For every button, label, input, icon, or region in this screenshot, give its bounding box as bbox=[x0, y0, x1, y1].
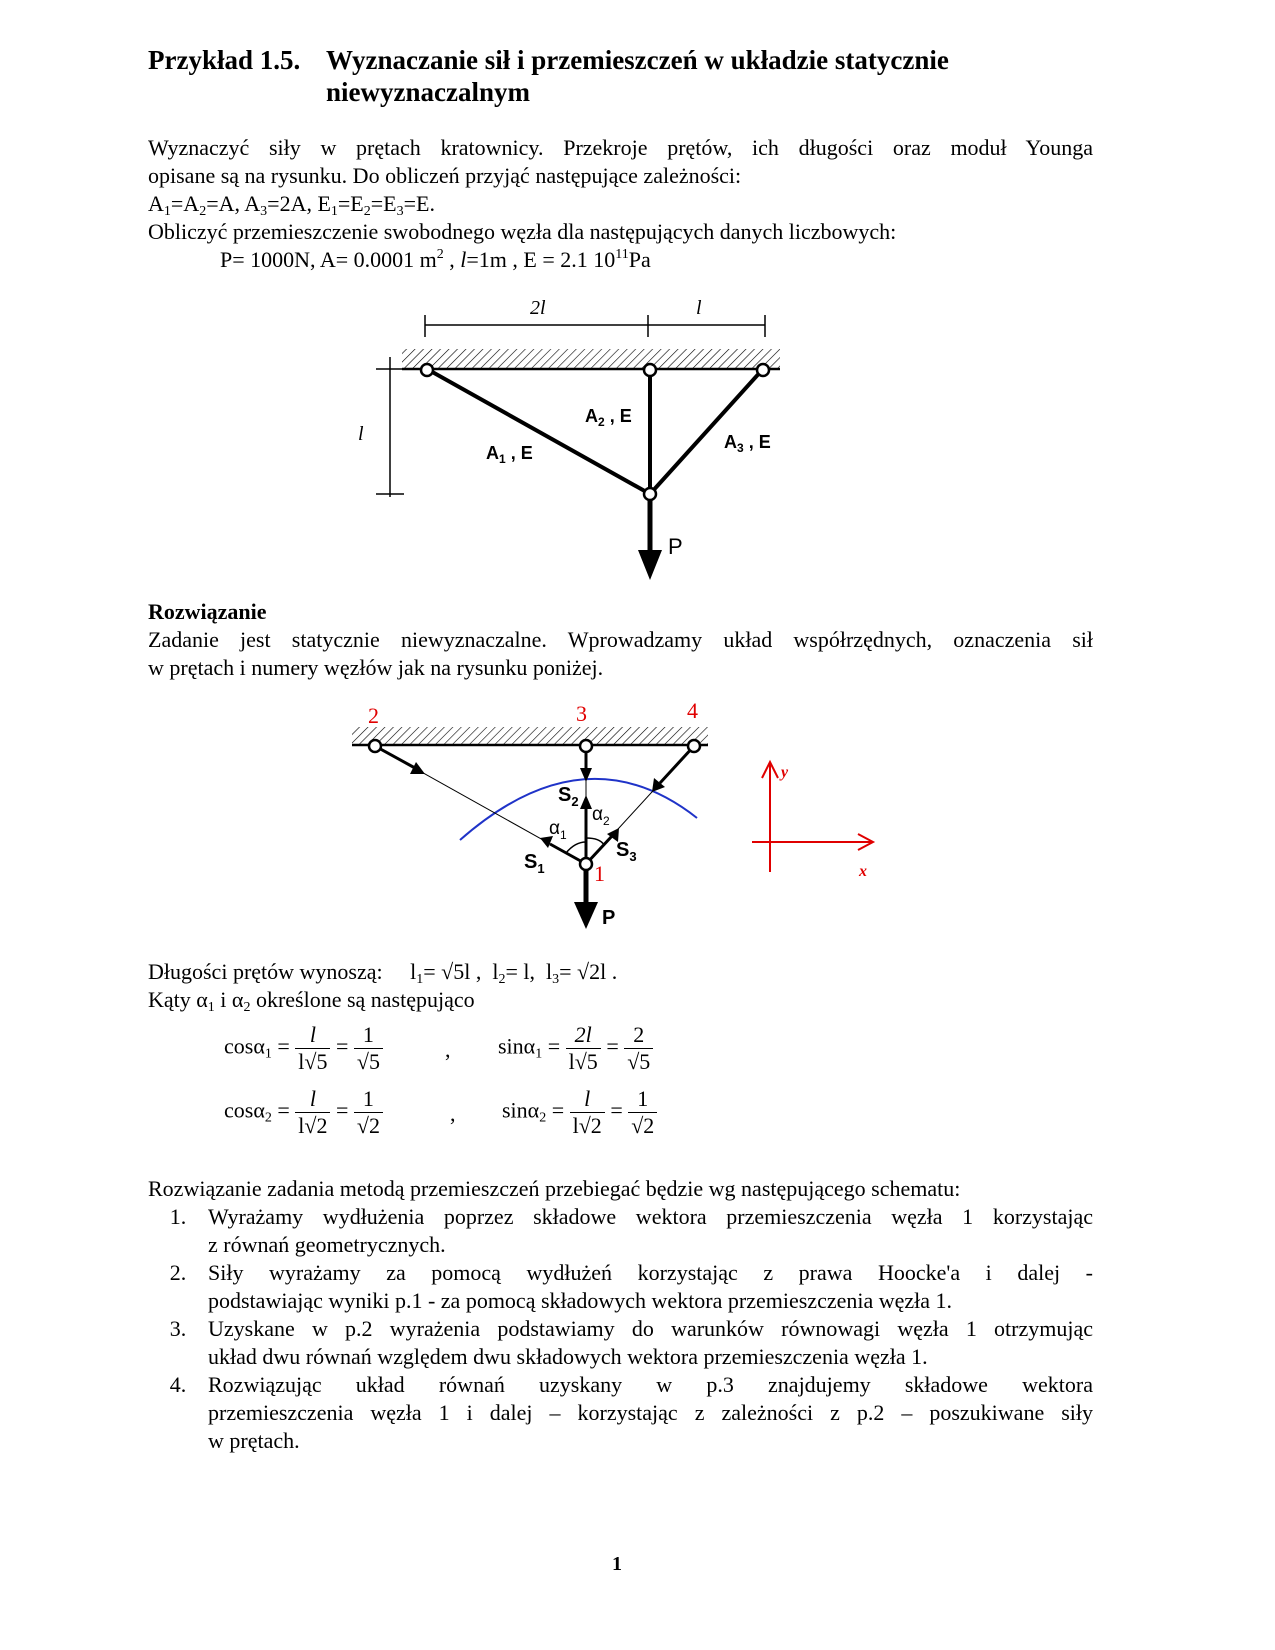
joints bbox=[421, 364, 769, 500]
sin-alpha1-formula: sinα$_1$ = $\frac{2l}{l√5}$ = $\frac{2}{√5}$ bbox=[498, 1022, 653, 1075]
height-l-label: l bbox=[358, 423, 364, 445]
thin-bars bbox=[375, 746, 694, 864]
load2-arrowhead bbox=[574, 902, 598, 929]
coordinate-figure bbox=[352, 698, 873, 929]
s2-label: $S_2$ bbox=[558, 784, 579, 809]
arrow-s2 bbox=[580, 795, 592, 809]
bar-1-label: $A_1$ , E bbox=[486, 443, 533, 466]
bar-3-label: $A_3$ , E bbox=[724, 432, 771, 455]
relations: $A_1=A_2=A$, $A_3=2A$, $E_1=E_2=E_3=E$. bbox=[148, 191, 435, 219]
title-number: Przykład 1.5. bbox=[148, 45, 301, 75]
scheme-intro: Rozwiązanie zadania metodą przemieszczeń przebiegać będzie wg następującego schematu: bbox=[148, 1176, 961, 1201]
bars bbox=[427, 369, 763, 494]
cos-alpha2-formula: cosα$_2$ = $\frac{l}{l√2}$ = $\frac{1}{√2}$ bbox=[224, 1086, 383, 1139]
solution-line-2: w prętach i numery węzłów jak na rysunku poniżej. bbox=[148, 655, 604, 680]
sin-alpha2-formula: sinα$_2$ = $\frac{l}{l√2}$ = $\frac{1}{√2}$ bbox=[502, 1086, 657, 1139]
bar-1 bbox=[427, 369, 650, 494]
dimension-top bbox=[425, 315, 765, 337]
list-item: 2. Siły wyrażamy za pomocą wydłużeń korzystając z prawa Hoocke'a i dalej - podstawiając wyniki p.1 - za pomocą składowych wektora przemieszczenia węzła 1. bbox=[169, 1260, 1093, 1313]
alpha1-arc bbox=[566, 842, 586, 853]
bar-2-label: $A_2$ , E bbox=[585, 406, 632, 429]
list-item: 4. Rozwiązując układ równań uzyskany w p.3 znajdujemy składowe wektora przemieszczenia węzła 1 i dalej – korzystając z zależności z p.2 – poszukiwane siły w prętach. bbox=[169, 1372, 1093, 1453]
s1-label: $S_1$ bbox=[524, 851, 545, 876]
dim-2l-label: 2l bbox=[530, 297, 546, 319]
alpha1-label: $\alpha_1$ bbox=[549, 818, 567, 842]
node-1-label: 1 bbox=[594, 861, 605, 886]
list-item: 3. Uzyskane w p.2 wyrażenia podstawiamy do warunków równowagi węzła 1 otrzymując układ dwu równań względem dwu składowych wektora przemieszczenia węzła 1. bbox=[169, 1316, 1093, 1369]
load2-p-label: P bbox=[602, 907, 616, 929]
title-line-2: niewyznaczalnym bbox=[326, 77, 530, 107]
comma-2: , bbox=[450, 1101, 456, 1126]
y-axis-label: y bbox=[781, 764, 789, 781]
intro-line-1: Wyznaczyć siły w prętach kratownicy. Przekroje prętów, ich długości oraz moduł Younga bbox=[148, 135, 1093, 160]
support2-hatch bbox=[352, 727, 708, 745]
solution-line-1: Zadanie jest statycznie niewyznaczalne. Wprowadzamy układ współrzędnych, oznaczenia sił bbox=[148, 627, 1093, 652]
dimension-left bbox=[376, 357, 404, 497]
s3-label: $S_3$ bbox=[616, 839, 637, 864]
support-hatch bbox=[402, 349, 780, 369]
load-arrowhead bbox=[638, 550, 662, 580]
comma-1: , bbox=[445, 1037, 451, 1062]
alpha2-arc bbox=[586, 838, 604, 845]
alpha2-label: $\alpha_2$ bbox=[592, 804, 610, 828]
x-axis-label: x bbox=[859, 863, 867, 880]
cos-alpha1-formula: cosα$_1$ = $\frac{l}{l√5}$ = $\frac{1}{√5}$ bbox=[224, 1022, 383, 1075]
scheme-list bbox=[148, 1203, 1093, 1455]
axes bbox=[752, 762, 873, 872]
force-arrows bbox=[375, 746, 694, 864]
lengths-line: Długości prętów wynoszą: $l_1= √5l$ , $l_2= l$, $l_3= √2l$ . bbox=[148, 959, 618, 987]
intro-line-2: opisane są na rysunku. Do obliczeń przyjąć następujące zależności: bbox=[148, 163, 742, 188]
node-3-label: 3 bbox=[576, 701, 587, 726]
page-number: 1 bbox=[612, 1553, 622, 1575]
dim-l-label: l bbox=[696, 297, 702, 319]
title-line-1: Wyznaczanie sił i przemieszczeń w układzie statycznie bbox=[326, 45, 949, 75]
load-p-label: P bbox=[668, 534, 683, 559]
numeric-data: P= 1000N, A= 0.0001 $m^2$ , l=1m , E = 2.1 $10^{11}Pa$ bbox=[220, 247, 651, 272]
list-item: 1. Wyrażamy wydłużenia poprzez składowe wektora przemieszczenia węzła 1 korzystając z równań geometrycznych. bbox=[169, 1204, 1093, 1257]
node-2-label: 2 bbox=[368, 703, 379, 728]
angles-intro: Kąty $\alpha_1$ i $\alpha_2$ określone są następująco bbox=[148, 987, 475, 1015]
node-4-label: 4 bbox=[687, 698, 698, 723]
intro-line-4: Obliczyć przemieszczenie swobodnego węzła dla następujących danych liczbowych: bbox=[148, 219, 897, 244]
solution-heading: Rozwiązanie bbox=[148, 599, 267, 624]
